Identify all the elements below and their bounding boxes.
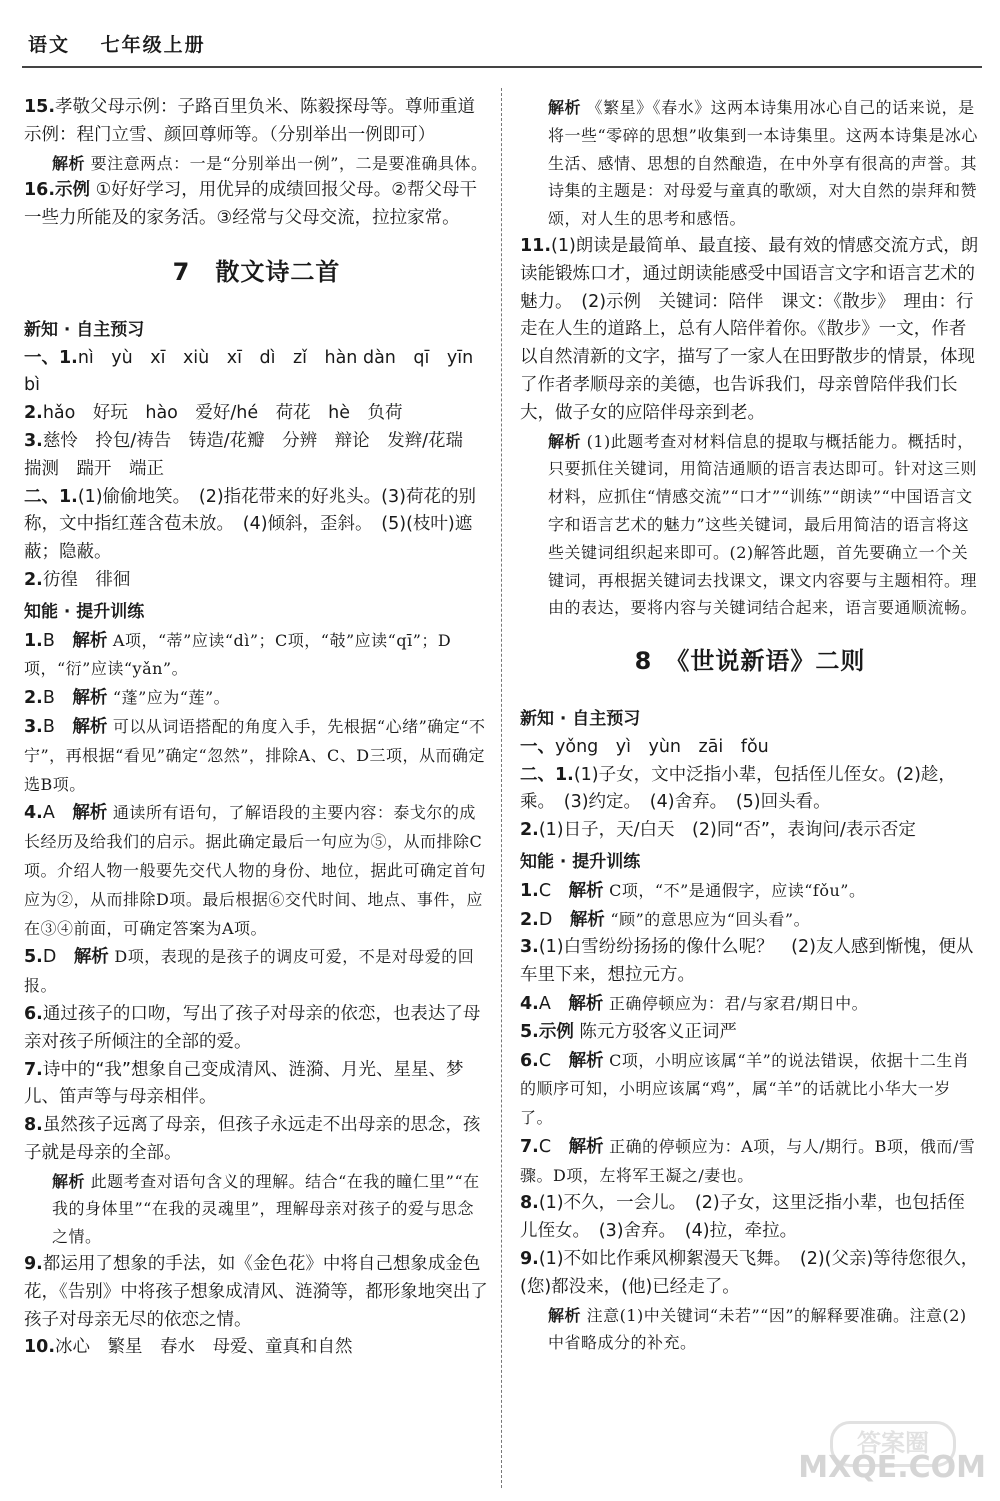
answer-number: 一、 [520, 736, 555, 757]
answer-number: 8. [520, 1193, 539, 1214]
answer-text: (1)子女，文中泛指小辈，包括侄儿侄女。(2)趁，乘。 (3)约定。 (4)舍弃。 (5)回头看。 [520, 764, 956, 813]
answer-item [520, 934, 980, 990]
analysis-label: 解析 [548, 98, 582, 117]
answer-text: C [538, 880, 569, 901]
answer-item [24, 484, 489, 567]
answer-number: 一、1. [24, 347, 78, 368]
answer-item [520, 877, 980, 906]
answer-text: 陈元方驳客义正词严 [579, 1021, 737, 1042]
answer-text: 冰心 繁星 春水 母爱、童真和自然 [55, 1337, 353, 1358]
analysis-label: 解析 [72, 630, 108, 651]
answer-item [24, 684, 489, 713]
analysis-label: 解析 [72, 716, 108, 737]
answer-text: nì yù xī xiù xī dì zǐ hàn dàn qī yīn bì [24, 347, 479, 396]
analysis-block [520, 1302, 980, 1358]
analysis-block [24, 150, 489, 178]
answer-number: 15. [24, 97, 56, 117]
answer-number: 3. [24, 716, 43, 737]
answer-item [24, 627, 489, 685]
answer-text: (1)不久，一会儿。 (2)子女，这里泛指小辈，也包括侄儿侄女。 (3)舍弃。 (4)拉，牵拉。 [520, 1193, 965, 1242]
answer-number: 7. [24, 1059, 43, 1080]
answer-text: D [42, 947, 74, 968]
answer-text: C [538, 1136, 569, 1157]
answer-number: 7. [520, 1136, 539, 1157]
answer-number: 6. [24, 1003, 43, 1024]
answer-number: 2. [24, 569, 43, 590]
answer-item [24, 1251, 489, 1334]
analysis-label: 解析 [568, 880, 604, 901]
analysis-text: 《繁星》《春水》这两本诗集用冰心自己的话来说，是将一些“零碎的思想”收集到一本诗集里。这两本诗集是冰心生活、感情、思想的自然酿造，在中外享有很高的声誉。其诗集的主题是：对母爱与童真的歌颂，对大自然的崇拜和赞颂，对人生的思考和感悟。 [548, 98, 978, 229]
answer-item [520, 817, 980, 845]
answer-text: 孝敬父母示例：子路百里负米、陈毅探母等。尊师重道示例：程门立雪、颜回尊师等。（分别举出一例即可） [24, 97, 476, 145]
answer-number: 1. [520, 880, 539, 901]
answer-text: C [538, 1050, 569, 1071]
analysis-label: 解析 [568, 993, 604, 1014]
column-divider [501, 88, 502, 1488]
analysis-label: 解析 [548, 1305, 582, 1325]
answer-item [520, 1133, 980, 1191]
answer-number: 10. [24, 1337, 56, 1358]
answer-number: 8. [24, 1115, 43, 1136]
answer-item [24, 428, 489, 484]
analysis-text: C项，“不”是通假字，应读“fǒu”。 [609, 880, 866, 900]
answer-item [520, 762, 980, 818]
answer-text: (1)偷偷地笑。 (2)指花带来的好兆头。(3)荷花的别称，文中指红莲含苞未放。 (4)倾斜，歪斜。 (5)(枝叶)遮蔽；隐蔽。 [24, 486, 476, 563]
answer-number: 4. [520, 993, 539, 1014]
answer-text: 虽然孩子远离了母亲，但孩子永远走不出母亲的思念，孩子就是母亲的全部。 [24, 1115, 481, 1163]
answer-text: (1)朗读是最简单、最直接、最有效的情感交流方式，朗读能锻炼口才，通过朗读能感受中国语言文字和语言艺术的魅力。 (2)示例 关键词：陪伴 课文：《散步》 理由：行走在人生的道路上，总有人陪伴着你。《散步》一文，作者以自然清新的文字，描写了一家人在田野散步的情景，体现了作者孝顺母亲的美德，也告诉我们，母亲曾陪伴我们长大，做子女的应陪伴母亲到老。 [520, 235, 979, 423]
analysis-text: “顾”的意思应为“回头看”。 [610, 909, 811, 929]
analysis-label: 解析 [568, 1136, 604, 1157]
answer-number: 3. [520, 937, 539, 958]
answer-number: 2. [520, 820, 539, 841]
answer-number: 9. [24, 1254, 43, 1275]
answer-text: (1)白雪纷纷扬扬的像什么呢？ (2)友人感到惭愧，便从车里下来，想拉元方。 [520, 937, 974, 986]
answer-item [520, 906, 980, 935]
answer-item [24, 713, 489, 799]
grade-label: 七年级上册 [100, 34, 206, 56]
analysis-text: 正确的停顿应为：A项，与人/期行。B项，俄而/雪骤。D项，左将军王凝之/妻也。 [520, 1136, 976, 1185]
answer-number: 2. [520, 909, 539, 930]
answer-text: ①好好学习，用优异的成绩回报父母。②帮父母干一些力所能及的家务活。③经常与父母交流，拉拉家常。 [24, 180, 477, 229]
analysis-block [520, 428, 980, 623]
subsection-heading: 新知 · 自主预习 [24, 319, 145, 340]
right-column [520, 94, 980, 1357]
analysis-label: 解析 [548, 431, 582, 451]
left-column [24, 94, 489, 1362]
answer-number: 4. [24, 803, 43, 824]
answer-item [24, 799, 489, 943]
answer-item [520, 734, 980, 762]
example-label: 示例 [55, 180, 91, 201]
watermark-badge: 答案圈 [830, 1421, 956, 1467]
analysis-label: 解析 [52, 1171, 86, 1191]
analysis-text: 正确停顿应为：君/与家君/期日中。 [608, 993, 869, 1013]
example-label: 示例 [538, 1021, 574, 1042]
analysis-text: 此题考查对语句含义的理解。结合“在我的瞳仁里”“在我的身体里”“在我的灵魂里”，理解母亲对孩子的爱与思念之情。 [52, 1171, 480, 1247]
analysis-label: 解析 [52, 153, 86, 173]
subject-label: 语文 [28, 34, 71, 56]
header-rule [22, 66, 982, 68]
answer-text: B [42, 716, 73, 737]
answer-number: 16. [24, 180, 56, 201]
answer-text: 彷徨 徘徊 [42, 569, 131, 590]
answer-number: 2. [24, 688, 43, 709]
watermark [790, 1421, 990, 1491]
answer-text: 诗中的“我”想象自己变成清风、涟漪、月光、星星、梦儿、笛声等与母亲相伴。 [24, 1059, 464, 1108]
watermark-text: MXQE.COM [798, 1450, 986, 1485]
answer-text: A [42, 803, 73, 824]
answer-number: 5. [520, 1021, 539, 1042]
analysis-text: (1)此题考查对材料信息的提取与概括能力。概括时，只要抓住关键词，用简洁通顺的语言表达即可。针对这三则材料，应抓住“情感交流”“口才”“训练”“朗读”“中国语言文字和语言艺术的魅力”这些关键词，最后用简洁的语言将这些关键词组织起来即可。(2)解答此题，首先要确立一个关键词，再根据关键词去找课文，课文内容要与主题相符。理由的表达，要将内容与关键词结合起来，语言要通顺流畅。 [548, 431, 978, 618]
answer-item [520, 1019, 980, 1047]
answer-text: (1)不如比作乘风柳絮漫天飞舞。 (2)(父亲)等待您很久，(您)都没来，(他)已经走了。 [520, 1249, 979, 1297]
answer-item [520, 233, 980, 428]
answer-number: 5. [24, 947, 43, 968]
analysis-text: “蓬”应为“莲”。 [112, 688, 231, 708]
analysis-text: 要注意两点：一是“分别举出一例”，二是要准确具体。 [90, 153, 488, 173]
answer-item [24, 1334, 489, 1362]
answer-number: 二、1. [24, 486, 78, 507]
answer-text: yǒng yì yùn zāi fǒu [555, 736, 769, 757]
analysis-block [520, 94, 980, 233]
answer-number: 6. [520, 1050, 539, 1071]
answer-item [520, 990, 980, 1019]
answer-number: 11. [520, 235, 552, 256]
analysis-text: D项，表现的是孩子的调皮可爱，不是对母爱的回报。 [24, 947, 475, 996]
analysis-text: C项，小明应该属“羊”的说法错误，依据十二生肖的顺序可知，小明应该属“鸡”，属“羊”的话就比小华大一岁了。 [520, 1050, 970, 1128]
page-header [28, 30, 228, 57]
subsection-heading: 知能 · 提升训练 [24, 601, 145, 622]
answer-number: 3. [24, 430, 43, 451]
answer-item [24, 567, 489, 595]
answer-text: 都运用了想象的手法，如《金色花》中将自己想象成金色花，《告别》中将孩子想象成清风、涟漪等，都形象地突出了孩子对母亲无尽的依恋之情。 [24, 1254, 488, 1330]
answer-item [520, 1047, 980, 1133]
analysis-label: 解析 [72, 803, 108, 824]
answer-item [24, 1057, 489, 1113]
answer-item [520, 1246, 980, 1302]
answer-number: 2. [24, 403, 43, 424]
answer-item [24, 943, 489, 1001]
analysis-label: 解析 [569, 909, 605, 930]
answer-item [24, 400, 489, 428]
answer-number: 1. [24, 630, 43, 651]
section-title: 8 《世说新语》二则 [634, 647, 866, 676]
section-title: 7 散文诗二首 [172, 257, 341, 286]
answer-text: 慈怜 拎包/祷告 铸造/花瓣 分辨 辩论 发辫/花瑞 揣测 踹开 端正 [24, 430, 481, 479]
answer-text: (1)日子，天/白天 (2)同“否”，表询问/表示否定 [538, 820, 916, 841]
answer-number: 二、1. [520, 764, 574, 785]
answer-item [520, 1190, 980, 1246]
analysis-text: 可以从词语搭配的角度入手，先根据“心绪”确定“不宁”，再根据“看见”确定“忽然”，排除A、C、D三项，从而确定选B项。 [24, 716, 486, 794]
analysis-text: 通读所有语句，了解语段的主要内容：泰戈尔的成长经历及给我们的启示。据此确定最后一句应为⑤，从而排除C项。介绍人物一般要先交代人物的身份、地位，据此可确定首句应为②，从而排除D项。最后根据⑥交代时间、地点、事件，应在③④前面，可确定答案为A项。 [24, 803, 487, 938]
subsection-heading: 新知 · 自主预习 [520, 708, 641, 729]
answer-item [24, 94, 489, 150]
answer-text: B [42, 630, 73, 651]
answer-item [24, 1001, 489, 1057]
analysis-label: 解析 [72, 688, 108, 709]
answer-item [24, 345, 489, 401]
answer-text: A [538, 993, 569, 1014]
analysis-label: 解析 [73, 947, 109, 968]
analysis-text: A项，“蒂”应读“dì”；C项，“攲”应读“qī”；D项，“衍”应读“yǎn”。 [24, 630, 452, 679]
answer-item [24, 177, 489, 233]
analysis-text: 注意(1)中关键词“未若”“因”的解释要准确。注意(2)中省略成分的补充。 [548, 1305, 967, 1353]
subsection-heading: 知能 · 提升训练 [520, 851, 641, 872]
answer-text: B [42, 688, 73, 709]
answer-text: 通过孩子的口吻，写出了孩子对母亲的依恋，也表达了母亲对孩子所倾注的全部的爱。 [24, 1003, 481, 1052]
analysis-label: 解析 [568, 1050, 604, 1071]
analysis-block [24, 1168, 489, 1251]
answer-item [24, 1112, 489, 1168]
answer-number: 9. [520, 1249, 539, 1270]
answer-text: D [538, 909, 570, 930]
answer-text: hǎo 好玩 hào 爱好/hé 荷花 hè 负荷 [42, 403, 403, 424]
